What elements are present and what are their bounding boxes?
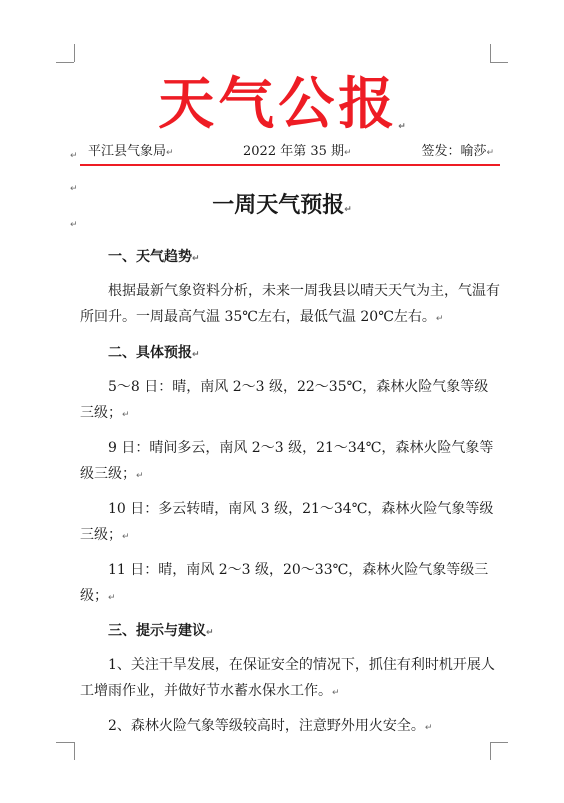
- advice-item: 1、关注干旱发展，在保证安全的情况下，抓住有利时机开展人工增雨作业，并做好节水蓄水保水工作。↵: [80, 657, 495, 699]
- paragraph-mark: ↵: [70, 220, 78, 230]
- document-title: 一周天气预报↵: [212, 193, 352, 218]
- forecast-item: 11 日：晴，南风 2～3 级，20～33℃，森林火险气象等级三级；↵: [80, 562, 489, 604]
- issue-number: 2022 年第 35 期↵: [243, 144, 352, 159]
- crop-mark-bottom-right: [490, 742, 508, 743]
- section-heading-forecast: 二、具体预报↵: [108, 345, 200, 361]
- crop-mark-bottom-left: [56, 742, 74, 743]
- red-divider: [80, 164, 500, 166]
- section-heading-trend: 一、天气趋势↵: [108, 249, 200, 265]
- paragraph-mark: ↵: [398, 122, 406, 132]
- signer: 签发：喻莎↵: [421, 144, 494, 159]
- advice-item: 2、森林火险气象等级较高时，注意野外用火安全。↵: [108, 718, 433, 734]
- paragraph-mark: ↵: [70, 184, 78, 194]
- crop-mark-bottom-left: [74, 742, 75, 760]
- crop-mark-top-right: [490, 62, 508, 63]
- crop-mark-bottom-right: [490, 742, 491, 760]
- trend-paragraph: 根据最新气象资料分析，未来一周我县以晴天天气为主，气温有所回升。一周最高气温 35℃左右，最低气温 20℃左右。↵: [80, 283, 500, 325]
- crop-mark-top-right: [490, 44, 491, 62]
- crop-mark-top-left: [74, 44, 75, 62]
- info-line: [70, 142, 500, 162]
- forecast-item: 5～8 日：晴，南风 2～3 级，22～35℃，森林火险气象等级三级；↵: [80, 379, 489, 421]
- crop-mark-top-left: [56, 62, 74, 63]
- paragraph-mark: ↵: [70, 151, 78, 161]
- forecast-item: 10 日：多云转晴，南风 3 级，21～34℃，森林火险气象等级三级；↵: [80, 501, 494, 543]
- agency-name: 平江县气象局↵: [88, 144, 174, 159]
- forecast-item: 9 日：晴间多云，南风 2～3 级，21～34℃，森林火险气象等级三级；↵: [80, 440, 494, 482]
- masthead-text: 天气公报: [158, 72, 399, 137]
- section-heading-advice: 三、提示与建议↵: [108, 623, 214, 639]
